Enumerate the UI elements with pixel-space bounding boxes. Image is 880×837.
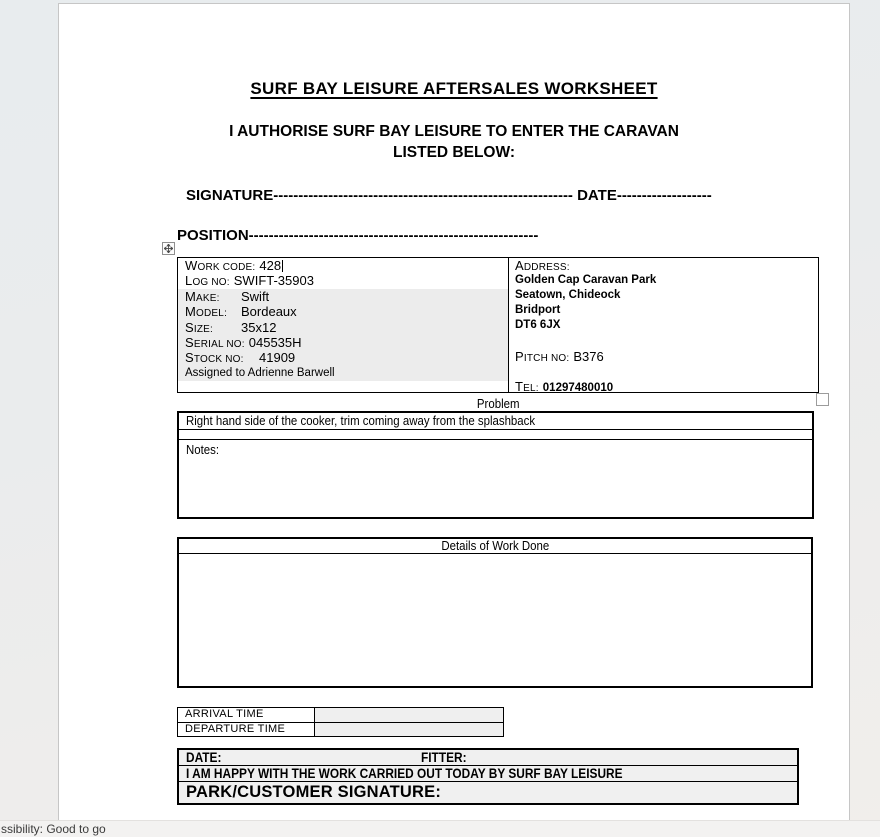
- size-value[interactable]: 35x12: [241, 319, 277, 335]
- authorisation-line-2: LISTED BELOW:: [393, 144, 515, 161]
- problem-empty-cell[interactable]: [179, 430, 812, 440]
- caravan-details-table: [177, 257, 819, 393]
- problem-description-cell[interactable]: [179, 413, 812, 430]
- serial-no-label: SERIAL NO:: [185, 334, 245, 350]
- address-label: ADDRESS:: [515, 258, 570, 273]
- model-label: MODEL:: [185, 304, 228, 320]
- text-cursor: [282, 260, 283, 272]
- address-line: Bridport: [515, 304, 561, 317]
- date-label: DATE:: [186, 750, 222, 765]
- times-table: [177, 707, 504, 737]
- serial-no-row[interactable]: [178, 335, 508, 350]
- spacer-line: [515, 333, 818, 348]
- work-done-table: [177, 537, 813, 688]
- pitch-no-label: PITCH NO:: [515, 348, 570, 364]
- address-label-line: [515, 258, 818, 273]
- work-code-value[interactable]: 428: [259, 258, 282, 273]
- log-no-row[interactable]: [178, 273, 508, 288]
- address-line: Seatown, Chideock: [515, 289, 621, 302]
- stock-no-value[interactable]: 41909: [259, 350, 296, 366]
- departure-time-value-cell[interactable]: [315, 723, 503, 737]
- problem-section-header: Problem: [476, 396, 520, 411]
- accessibility-status[interactable]: ssibility: Good to go: [1, 822, 106, 836]
- authorisation-statement: [59, 121, 849, 163]
- arrival-time-label: ARRIVAL TIME: [178, 708, 315, 722]
- pitch-no-value[interactable]: B376: [573, 348, 604, 364]
- customer-signature-row[interactable]: [179, 782, 797, 803]
- pitch-no-row[interactable]: [515, 349, 818, 364]
- work-code-row[interactable]: [178, 258, 508, 273]
- problem-table: [177, 411, 814, 519]
- work-code-label: WORK CODE:: [185, 258, 256, 273]
- table-resize-handle[interactable]: [816, 393, 829, 406]
- authorisation-line-1: I AUTHORISE SURF BAY LEISURE TO ENTER THE CARAVAN: [229, 123, 679, 140]
- departure-time-label: DEPARTURE TIME: [178, 723, 315, 737]
- problem-description: Right hand side of the cooker, trim coming away from the splashback: [186, 413, 536, 428]
- spacer-line: [515, 364, 818, 379]
- document-page[interactable]: [58, 3, 850, 833]
- table-move-handle[interactable]: [162, 242, 175, 255]
- notes-cell[interactable]: [179, 440, 812, 459]
- customer-signature-label: PARK/CUSTOMER SIGNATURE:: [186, 783, 442, 801]
- caravan-details-left-column[interactable]: [178, 258, 509, 392]
- status-bar: [0, 820, 880, 837]
- signoff-table: [177, 748, 799, 805]
- notes-label: Notes:: [186, 442, 220, 457]
- happy-statement-row: [179, 766, 797, 782]
- make-value[interactable]: Swift: [241, 288, 270, 304]
- model-value[interactable]: Bordeaux: [241, 304, 297, 320]
- size-row[interactable]: [178, 320, 508, 335]
- address-line: Golden Cap Caravan Park: [515, 274, 657, 287]
- caravan-details-right-column[interactable]: [509, 258, 818, 392]
- arrival-time-value-cell[interactable]: [315, 708, 503, 722]
- model-row[interactable]: [178, 304, 508, 319]
- log-no-label: LOG NO:: [185, 273, 230, 289]
- date-fitter-row[interactable]: [179, 750, 797, 766]
- tel-value[interactable]: 01297480010: [542, 381, 614, 394]
- signature-date-line: SIGNATURE------------------------------------------------------------ DATE-------------------: [186, 187, 712, 204]
- date-cell: [179, 750, 421, 765]
- departure-time-row: [178, 722, 503, 737]
- move-arrows-icon: [164, 240, 173, 258]
- work-done-header-cell: [179, 539, 811, 554]
- happy-statement: I AM HAPPY WITH THE WORK CARRIED OUT TODAY BY SURF BAY LEISURE: [186, 766, 623, 781]
- position-line: POSITION----------------------------------------------------------: [177, 227, 539, 244]
- serial-no-value[interactable]: 045535H: [248, 334, 302, 350]
- make-label: MAKE:: [185, 288, 220, 304]
- log-no-value[interactable]: SWIFT-35903: [233, 273, 314, 289]
- fitter-cell: [421, 750, 473, 765]
- address-line: DT6 6JX: [515, 319, 561, 332]
- stock-no-label: STOCK NO:: [185, 350, 244, 366]
- arrival-time-row: [178, 708, 503, 722]
- document-title: SURF BAY LEISURE AFTERSALES WORKSHEET: [250, 79, 658, 98]
- work-done-header: Details of Work Done: [441, 538, 549, 553]
- make-row[interactable]: [178, 289, 508, 304]
- work-done-entry-cell[interactable]: [179, 554, 811, 687]
- stock-no-row[interactable]: [178, 350, 508, 365]
- fitter-label: FITTER:: [421, 750, 467, 765]
- tel-row[interactable]: [515, 379, 818, 394]
- size-label: SIZE:: [185, 319, 214, 335]
- tel-label: TEL:: [515, 378, 539, 394]
- assigned-note: Assigned to Adrienne Barwell: [178, 366, 508, 381]
